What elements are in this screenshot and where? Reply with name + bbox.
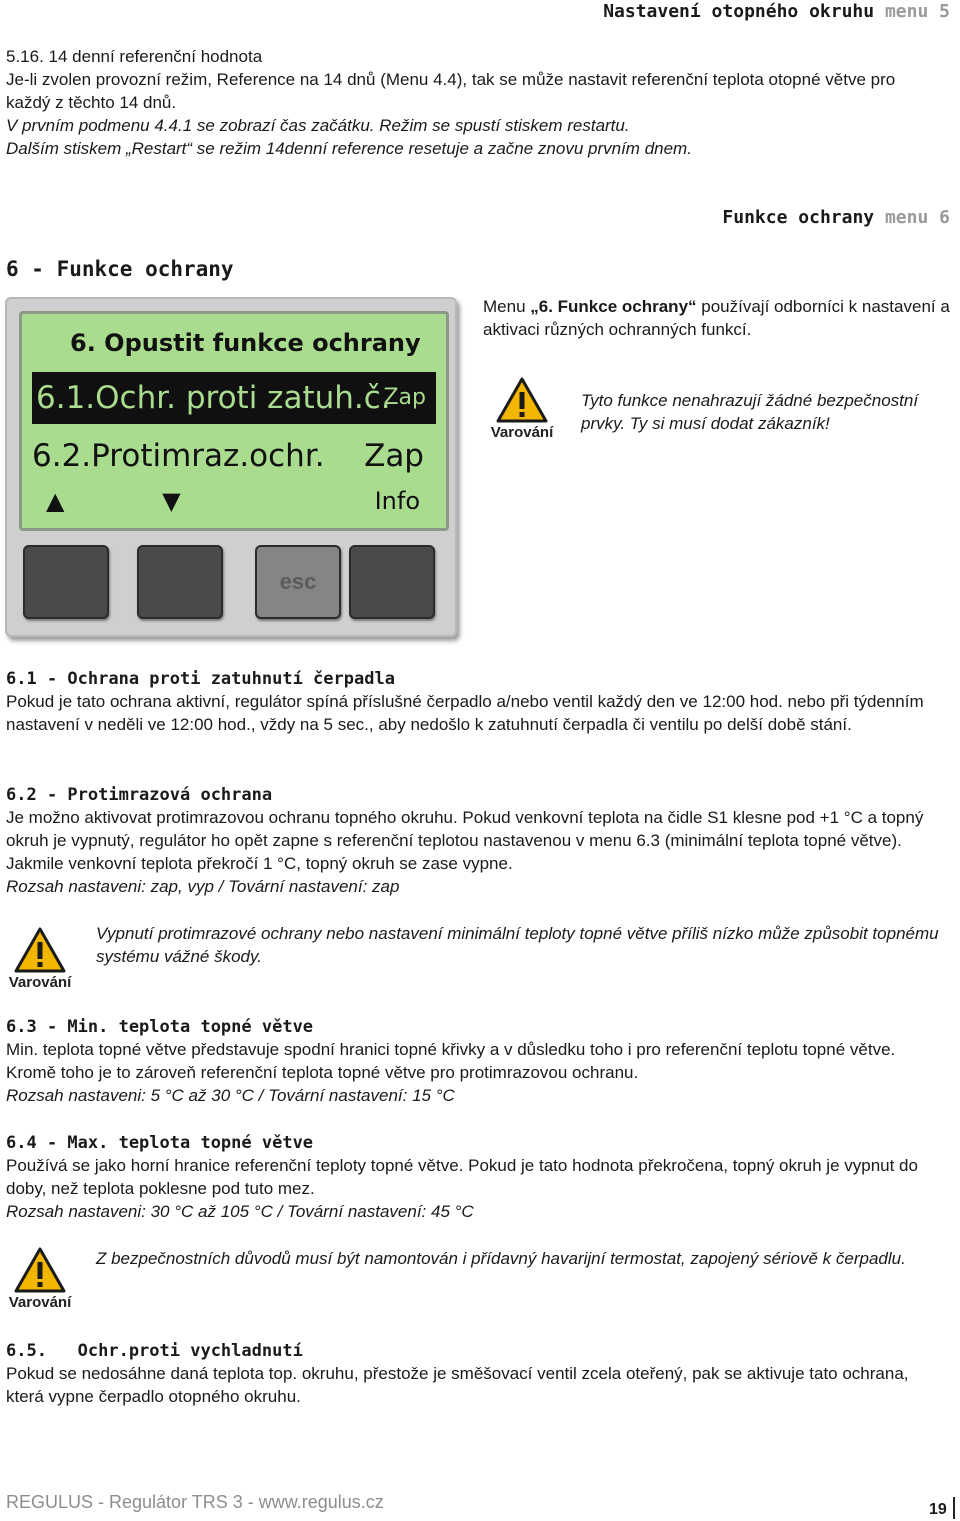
- device-button-2: [137, 545, 223, 619]
- footer-brand: REGULUS - Regulátor TRS 3 - www.regulus.cz: [6, 1492, 384, 1512]
- section-title: 6.5. Ochr.proti vychladnutí: [6, 1341, 303, 1361]
- range-note: Rozsah nastaveni: zap, vyp / Tovární nastavení: zap: [6, 877, 400, 896]
- page-header: [603, 0, 950, 23]
- warning-icon: [13, 1246, 67, 1294]
- range-note: Rozsah nastaveni: 5 °C až 30 °C / Tovární nastavení: 15 °C: [6, 1086, 455, 1105]
- section-title: 6.3 - Min. teplota topné větve: [6, 1017, 314, 1037]
- device-button-esc: esc: [255, 545, 341, 619]
- intro-text: používají odborníci k nastavení a aktivaci různých ochranných funkcí.: [483, 297, 950, 339]
- warning-text: Z bezpečnostních důvodů musí být namontován i přídavný havarijní termostat, zapojený sériově k čerpadlu.: [96, 1249, 906, 1268]
- section-title: 6.2 - Protimrazová ochrana: [6, 785, 273, 805]
- lcd-item-value: Zap: [364, 438, 424, 474]
- header-title: Nastavení otopného okruhu: [603, 1, 875, 22]
- section-note: Dalším stiskem „Restart“ se režim 14denní reference resetuje a začne znovu prvním dnem.: [6, 139, 692, 158]
- lcd-line-exit: 6. Opustit funkce ochrany: [70, 329, 421, 357]
- lcd-line-selected: [32, 372, 436, 424]
- warning-label: Varování: [8, 974, 72, 991]
- device-button-4: [349, 545, 435, 619]
- section-note: V prvním podmenu 4.4.1 se zobrazí čas začátku. Režim se spustí stiskem restartu.: [6, 116, 630, 135]
- section-body: Používá se jako horní hranice referenční teploty topné větve. Pokud je tato hodnota překročena, topný okruh je vypnut do doby, než teplota poklesne pod tuto mez.: [6, 1156, 918, 1198]
- section-body: Pokud se nedosáhne daná teplota top. okruhu, přestože je směšovací ventil zcela oteřený, pak se aktivuje tato ochrana, která vypne čerpadlo otopného okruhu.: [6, 1364, 909, 1406]
- warning-label: Varování: [490, 424, 554, 441]
- section-title: 6.4 - Max. teplota topné větve: [6, 1133, 314, 1153]
- warning-label: Varování: [8, 1294, 72, 1311]
- section-header: [722, 206, 950, 229]
- chapter-title: 6 - Funkce ochrany: [6, 257, 234, 281]
- section-6-intro: [483, 295, 953, 341]
- section-title: 5.16. 14 denní referenční hodnota: [6, 47, 263, 66]
- header-menu: menu 5: [884, 1, 950, 22]
- section-5-16: [6, 45, 944, 160]
- intro-prefix: Menu: [483, 297, 531, 316]
- section-body: Je-li zvolen provozní režim, Reference na 14 dnů (Menu 4.4), tak se může nastavit referenční teplota otopné větve pro každý z těchto 14 dnů.: [6, 70, 896, 112]
- up-arrow-icon: ▲: [46, 487, 65, 515]
- controller-display-image: [5, 297, 457, 637]
- lcd-screen: [19, 311, 449, 531]
- header-menu: menu 6: [884, 207, 950, 228]
- warning-icon: [13, 926, 67, 974]
- lcd-line-frost: [32, 434, 432, 478]
- warning-text: Tyto funkce nenahrazují žádné bezpečnostní prvky. Ty si musí dodat zákazník!: [581, 391, 919, 433]
- range-note: Rozsah nastaveni: 30 °C až 105 °C / Tovární nastavení: 45 °C: [6, 1202, 474, 1221]
- warning-text: Vypnutí protimrazové ochrany nebo nastavení minimální teploty topné větve příliš nízko může způsobit topnému systému vážné škody.: [96, 924, 939, 966]
- header-title: Funkce ochrany: [722, 207, 875, 228]
- warning-badge: [2, 926, 78, 992]
- lcd-item-label: 6.1.Ochr. proti zatuh.č.: [36, 380, 391, 416]
- warning-icon: [495, 376, 549, 424]
- device-button-1: [23, 545, 109, 619]
- lcd-item-label: 6.2.Protimraz.ochr.: [32, 438, 325, 474]
- intro-menu-name: „6. Funkce ochrany“: [530, 297, 697, 316]
- page-number: 19: [929, 1501, 947, 1518]
- section-body: Je možno aktivovat protimrazovou ochranu topného okruhu. Pokud venkovní teplota na čidle S1 klesne pod +1 °C a topný okruh je vypnutý, regulátor ho opět zapne s referenční teplotou nastavenou v menu 6.3 (minimální teplota topné větve). Jakmile venkovní teplota překročí 1 °C, topný okruh se zase vypne.: [6, 808, 924, 873]
- section-body: Pokud je tato ochrana aktivní, regulátor spíná příslušné čerpadlo a/nebo ventil každý den ve 12:00 hod. nebo při týdenním nastavení v neděli ve 12:00 hod., vždy na 5 sec., aby nedošlo k zatuhnutí čerpadla či ventilu po delší době stání.: [6, 692, 924, 734]
- section-body: Min. teplota topné větve představuje spodní hranici topné křivky a v důsledku toho i pro referenční teplotu topné větve. Kromě toho je to zároveň referenční teplota topné větve pro protimrazovou ochranu.: [6, 1040, 896, 1082]
- info-label: Info: [374, 487, 420, 515]
- lcd-softkeys: [32, 484, 432, 518]
- warning-badge: [2, 1246, 78, 1312]
- section-title: 6.1 - Ochrana proti zatuhnutí čerpadla: [6, 669, 395, 689]
- down-arrow-icon: ▼: [162, 487, 181, 515]
- lcd-item-value: Zap: [383, 385, 426, 410]
- warning-badge: [484, 376, 560, 442]
- page-number-divider: [953, 1497, 955, 1519]
